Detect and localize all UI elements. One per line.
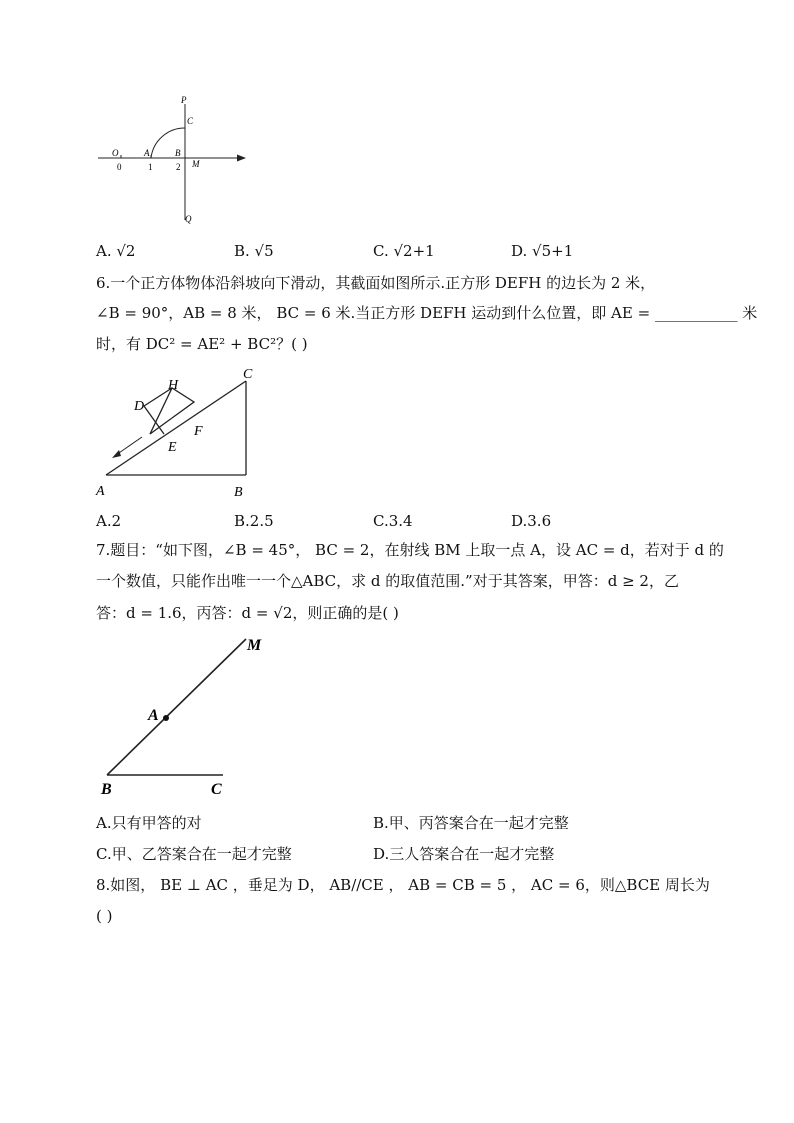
q7-option-c: C.甲、乙答案合在一起才完整 <box>96 845 292 863</box>
q8-line-2: ( ) <box>96 907 113 925</box>
q5-figure <box>92 94 252 226</box>
label-c: C <box>211 781 222 798</box>
q6-option-a: A.2 <box>96 512 122 530</box>
label-b: B <box>234 485 243 500</box>
label-h: H <box>168 378 179 393</box>
ray-bm <box>107 639 246 775</box>
label-c: C <box>243 367 253 382</box>
label-b: B <box>175 148 181 158</box>
q6-line-2: ∠B = 90°，AB = 8 米， BC = 6 米.当正方形 DEFH 运动到什么位置，即 AE = ___________ 米 <box>96 304 758 322</box>
label-o: O <box>112 148 119 158</box>
q6-line-3: 时，有 DC² = AE² + BC²？( ) <box>96 335 308 353</box>
q6-option-c: C.3.4 <box>373 512 413 530</box>
q6-option-b: B.2.5 <box>234 512 274 530</box>
label-m: M <box>192 159 200 169</box>
q6-figure <box>92 362 267 502</box>
label-p: P <box>181 95 187 105</box>
q7-line-3: 答：d = 1.6，丙答：d = √2，则正确的是( ) <box>96 604 399 622</box>
label-q: Q <box>185 214 192 224</box>
segment-ac <box>106 381 246 475</box>
label-a: A <box>144 148 150 158</box>
tick-label-2: 2 <box>176 162 181 172</box>
label-b: B <box>101 781 112 798</box>
square-defh <box>150 388 194 434</box>
q7-line-2: 一个数值，只能作出唯一一个△ABC，求 d 的取值范围.”对于其答案，甲答：d ≥ 2，乙 <box>96 572 679 590</box>
q7-line-1: 7.题目：“如下图，∠B = 45°， BC = 2，在射线 BM 上取一点 A，设 AC = d，若对于 d 的 <box>96 541 724 559</box>
tick-label-0: 0 <box>117 162 122 172</box>
q7-option-d: D.三人答案合在一起才完整 <box>373 845 555 863</box>
q7-figure <box>92 628 277 803</box>
q8-line-1: 8.如图， BE ⊥ AC ，垂足为 D， AB//CE ， AB = CB = 5 ， AC = 6，则△BCE 周长为 <box>96 876 710 894</box>
label-m: M <box>247 637 262 654</box>
q5-option-c: C. √2+1 <box>373 242 435 260</box>
q5-option-b: B. √5 <box>234 242 274 260</box>
q7-option-a: A.只有甲答的对 <box>96 814 202 832</box>
q6-line-1: 6.一个正方体物体沿斜坡向下滑动，其截面如图所示.正方形 DEFH 的边长为 2 米， <box>96 274 656 292</box>
label-c: C <box>187 116 194 126</box>
label-f: F <box>194 424 203 439</box>
q7-option-b: B.甲、丙答案合在一起才完整 <box>373 814 569 832</box>
q6-option-d: D.3.6 <box>511 512 552 530</box>
q5-option-d: D. √5+1 <box>511 242 574 260</box>
label-e: E <box>168 440 177 455</box>
label-a: A <box>148 707 159 724</box>
q5-option-a: A. √2 <box>96 242 136 260</box>
label-d: D <box>134 399 145 414</box>
label-a: A <box>96 484 105 499</box>
tick-label-1: 1 <box>148 162 153 172</box>
point-a <box>163 715 169 721</box>
x-axis-arrow <box>237 155 246 162</box>
slide-arrow <box>116 437 142 455</box>
